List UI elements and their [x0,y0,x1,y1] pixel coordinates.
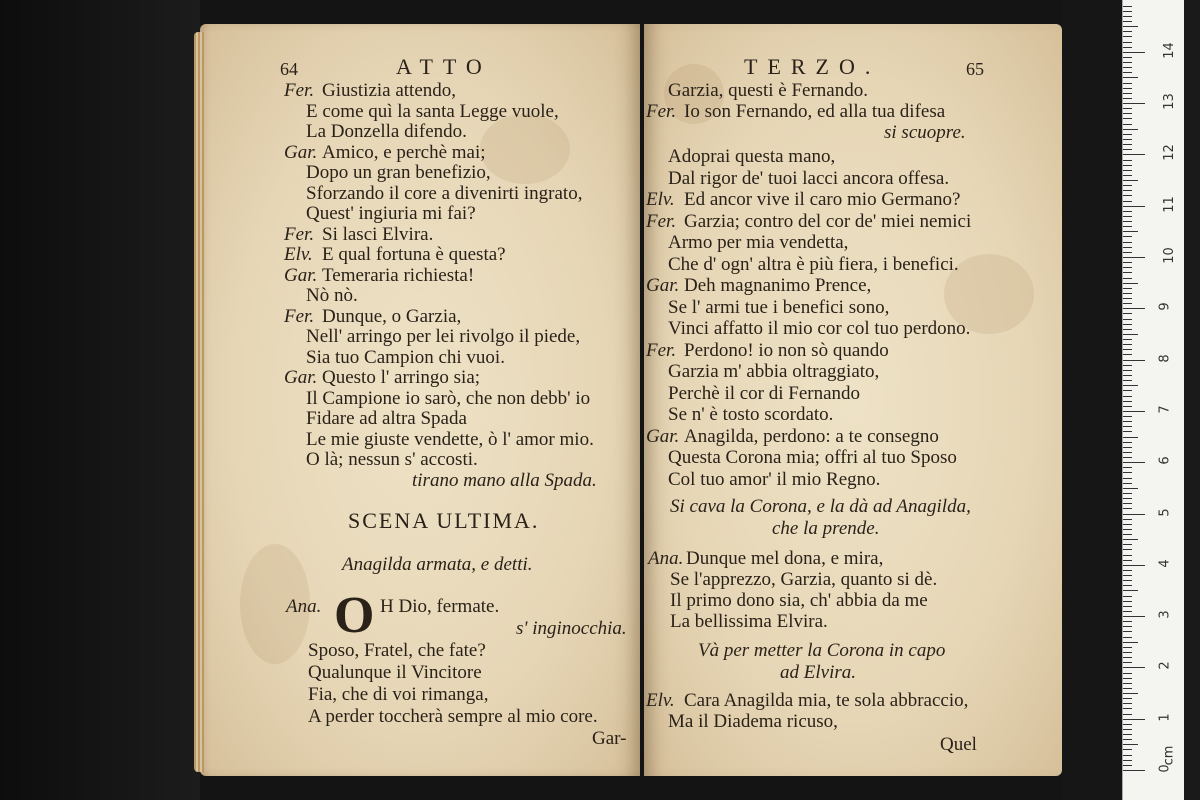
verse-line: Nell' arringo per lei rivolgo il piede, [306,326,581,347]
ruler-tick [1123,678,1132,679]
stage-direction: che la prende. [772,518,880,539]
ruler-tick [1123,113,1132,114]
ruler-tick [1123,755,1132,756]
ruler-tick [1123,16,1132,17]
verse-line: Il primo dono sia, ch' abbia da me [670,590,928,611]
ruler-tick [1123,662,1132,663]
verse-line: La bellissima Elvira. [670,611,828,632]
ruler-number: 7 [1157,405,1173,414]
verse-line: Vinci affatto il mio cor col tuo perdono. [668,318,971,339]
ruler-tick [1123,734,1132,735]
verse-line: H Dio, fermate. [380,596,500,617]
verse-line: Garzia m' abbia oltraggiato, [668,361,880,382]
speaker-label: Fer. [284,305,315,327]
ruler-tick [1123,160,1132,161]
verse-line: Questa Corona mia; offri al tuo Sposo [668,447,957,468]
ruler-tick [1123,426,1132,427]
background-far-right [1184,0,1200,800]
ruler-number: 2 [1157,661,1173,671]
ruler-tick [1123,462,1145,463]
verse-line: O là; nessun s' accosti. [306,449,478,470]
ruler-tick [1123,770,1145,771]
speaker-label: Fer. [284,80,315,101]
verse-line: Ed ancor vive il caro mio Germano? [684,189,961,210]
ruler-tick [1123,319,1132,320]
scene-cast: Anagilda armata, e detti. [342,554,533,575]
ruler-tick [1123,739,1132,740]
ruler-tick [1123,324,1132,325]
verse-line: Garzia; contro del cor de' miei nemici [684,210,972,232]
ruler-number: 12 [1161,144,1177,162]
ruler-tick [1123,431,1132,432]
speaker-label: Gar. [284,141,318,163]
ruler-tick [1123,575,1132,576]
ruler-tick [1123,703,1132,704]
ruler-tick [1123,626,1132,627]
ruler-tick [1123,118,1132,119]
ruler-tick [1123,508,1132,509]
ruler-tick [1123,380,1132,381]
speaker-label: Fer. [646,339,677,361]
ruler-tick [1123,334,1138,335]
ruler-tick [1123,216,1132,217]
ruler-tick [1123,170,1132,171]
ruler-tick [1123,283,1138,284]
ruler-tick [1123,206,1145,207]
verse-line: Se l' armi tue i benefici sono, [668,296,890,318]
ruler-tick [1123,26,1138,27]
ruler-tick [1123,293,1132,294]
ruler-tick [1123,242,1132,243]
ruler-tick [1123,185,1132,186]
ruler-tick [1123,195,1132,196]
ruler-number: 0 [1157,764,1173,773]
ruler-tick [1123,708,1132,709]
ruler-tick [1123,631,1132,632]
page-number: 64 [280,59,298,79]
verse-line: Giustizia attendo, [322,80,457,101]
ruler-tick [1123,472,1132,473]
verse-line: Sia tuo Campion chi vuoi. [306,346,505,368]
page-edges [194,32,204,772]
ruler-tick [1123,698,1132,699]
ruler-tick [1123,714,1132,715]
verse-line: Se l'apprezzo, Garzia, quanto si dè. [670,569,938,590]
ruler-number: 1 [1157,713,1173,722]
open-book [200,24,1062,776]
speaker-label: Elv. [646,189,675,210]
ruler-tick [1123,360,1145,361]
ruler-tick [1123,288,1132,289]
ruler-tick [1123,144,1132,145]
ruler-tick [1123,252,1132,253]
running-head: TERZO. [744,54,881,79]
background-right [1062,0,1122,800]
ruler-tick [1123,590,1138,591]
ruler-tick [1123,744,1138,745]
ruler-number: 14 [1161,42,1177,59]
ruler-tick [1123,365,1132,366]
ruler-tick [1123,124,1132,125]
ruler-tick [1123,83,1132,84]
ruler-number: 9 [1157,302,1173,311]
ruler-tick [1123,493,1132,494]
ruler-tick [1123,611,1132,612]
ruler-number: 11 [1161,195,1177,213]
speaker-label: Fer. [284,223,315,245]
ruler-tick [1123,529,1132,530]
ruler-tick [1123,524,1132,525]
ruler-tick [1123,401,1132,402]
ruler-tick [1123,42,1132,43]
ruler-tick [1123,765,1132,766]
ruler-tick [1123,421,1132,422]
ruler-tick [1123,165,1132,166]
ruler-number: 3 [1157,610,1173,619]
verse-line: E qual fortuna è questa? [322,244,506,265]
verse-line: Perchè il cor di Fernando [668,382,861,404]
ruler-tick [1123,370,1132,371]
measurement-ruler [1122,0,1185,800]
verse-line: Si lasci Elvira. [322,223,434,245]
ruler-tick [1123,760,1132,761]
verse-line: Sposo, Fratel, che fate? [308,640,486,661]
ruler-tick [1123,601,1132,602]
verse-line: Amico, e perchè mai; [322,141,486,163]
ruler-tick [1123,149,1132,150]
speaker-label: Fer. [646,210,677,232]
verse-line: Armo per mia vendetta, [668,232,849,253]
ruler-tick [1123,313,1132,314]
ruler-tick [1123,67,1132,68]
ruler-tick [1123,6,1132,7]
verse-line: Qualunque il Vincitore [308,662,482,683]
ruler-tick [1123,729,1132,730]
running-head: ATTO [396,54,492,79]
verse-line: Le mie giuste vendette, ò l' amor mio. [306,428,594,450]
ruler-tick [1123,226,1132,227]
ruler-tick [1123,72,1132,73]
ruler-tick [1123,349,1132,350]
ruler-tick [1123,298,1132,299]
verse-line: Cara Anagilda mia, te sola abbraccio, [684,690,969,711]
ruler-tick [1123,519,1132,520]
verse-line: Anagilda, perdono: a te consegno [684,425,939,447]
ruler-tick [1123,514,1145,515]
verse-line: Quest' ingiuria mi fai? [306,203,476,224]
ruler-tick [1123,31,1132,32]
ruler-tick [1123,52,1145,53]
verse-line: Col tuo amor' il mio Regno. [668,468,881,490]
ruler-tick [1123,570,1132,571]
ruler-tick [1123,329,1132,330]
stage-direction: ad Elvira. [780,662,856,683]
left-page [200,24,640,776]
stage-direction: si scuopre. [884,122,966,143]
stage-direction: Si cava la Corona, e la dà ad Anagilda, [670,496,971,517]
ruler-number: 6 [1157,456,1173,465]
speaker-label: Ana. [286,596,322,617]
ruler-number: 13 [1161,93,1177,110]
ruler-tick [1123,467,1132,468]
ruler-tick [1123,693,1138,694]
ruler-tick [1123,549,1132,550]
ruler-tick [1123,303,1132,304]
ruler-number: 8 [1157,353,1173,363]
speaker-label: Gar. [284,264,318,286]
scene-title: SCENA ULTIMA. [348,508,540,533]
ruler-tick [1123,478,1132,479]
ruler-tick [1123,596,1132,597]
verse-line: Dopo un gran benefizio, [306,162,491,183]
speaker-label: Gar. [646,275,680,296]
speaker-label: Elv. [284,244,313,265]
verse-line: Questo l' arringo sia; [322,367,481,388]
ruler-tick [1123,539,1138,540]
ruler-tick [1123,57,1132,58]
ruler-tick [1123,580,1132,581]
verse-line: Perdono! io non sò quando [684,339,889,361]
verse-line: Dunque mel dona, e mira, [686,548,884,569]
verse-line: Dal rigor de' tuoi lacci ancora offesa. [668,167,950,189]
verse-line: E come quì la santa Legge vuole, [306,100,559,122]
ruler-tick [1123,77,1138,78]
ruler-tick [1123,267,1132,268]
page-number: 65 [966,59,984,79]
ruler-tick [1123,452,1132,453]
catchword: Gar- [592,728,627,749]
verse-line: Il Campione io sarò, che non debb' io [306,387,591,409]
ruler-tick [1123,221,1132,222]
stain [480,114,570,184]
ruler-tick [1123,93,1132,94]
ruler-unit: cm [1161,745,1177,766]
ruler-tick [1123,11,1132,12]
ruler-tick [1123,719,1145,720]
ruler-tick [1123,339,1132,340]
ruler-tick [1123,201,1132,202]
ruler-tick [1123,457,1132,458]
speaker-label: Ana. [648,548,684,569]
ruler-tick [1123,652,1132,653]
ruler-tick [1123,47,1132,48]
ruler-tick [1123,503,1132,504]
ruler-tick [1123,180,1138,181]
ruler-tick [1123,257,1145,258]
drop-cap: O [334,587,375,644]
ruler-number: 10 [1161,247,1177,264]
ruler-tick [1123,683,1132,684]
background-left [0,0,200,800]
verse-line: Io son Fernando, ed alla tua difesa [684,101,946,122]
verse-line: Nò nò. [306,285,358,306]
ruler-tick [1123,647,1132,648]
stage-direction: s' inginocchia. [516,618,627,639]
verse-line: Garzia, questi è Fernando. [668,80,868,101]
ruler-tick [1123,231,1138,232]
ruler-tick [1123,688,1132,689]
ruler-tick [1123,585,1132,586]
stage-direction: tirano mano alla Spada. [412,470,597,491]
ruler-tick [1123,488,1138,489]
ruler-tick [1123,247,1132,248]
ruler-tick [1123,560,1132,561]
ruler-tick [1123,108,1132,109]
ruler-tick [1123,36,1132,37]
ruler-tick [1123,129,1138,130]
ruler-tick [1123,385,1138,386]
verse-line: Adoprai questa mano, [668,146,836,167]
ruler-tick [1123,544,1132,545]
verse-line: Dunque, o Garzia, [322,305,462,327]
ruler-tick [1123,749,1132,750]
ruler-tick [1123,667,1145,668]
ruler-tick [1123,416,1132,417]
right-page [644,24,1062,776]
ruler-tick [1123,278,1132,279]
ruler-tick [1123,642,1138,643]
ruler-tick [1123,344,1132,345]
ruler-tick [1123,211,1132,212]
verse-line: Temeraria richiesta! [322,264,475,286]
ruler-tick [1123,375,1132,376]
ruler-tick [1123,437,1138,438]
speaker-label: Gar. [646,425,680,447]
verse-line: Ma il Diadema ricuso, [668,711,838,732]
ruler-tick [1123,154,1145,155]
ruler-tick [1123,657,1132,658]
ruler-tick [1123,396,1132,397]
ruler-tick [1123,534,1132,535]
ruler-tick [1123,308,1145,309]
ruler-number: 4 [1157,559,1173,568]
ruler-tick [1123,498,1132,499]
ruler-number: 5 [1157,507,1173,517]
ruler-tick [1123,724,1132,725]
verse-line: Se n' è tosto scordato. [668,404,834,425]
ruler-tick [1123,411,1145,412]
ruler-tick [1123,21,1132,22]
catchword: Quel [940,734,977,755]
ruler-tick [1123,98,1132,99]
ruler-tick [1123,236,1132,237]
ruler-tick [1123,272,1132,273]
ruler-tick [1123,606,1132,607]
ruler-tick [1123,190,1132,191]
ruler-tick [1123,565,1145,566]
verse-line: A perder toccherà sempre al mio core. [308,706,598,727]
speaker-label: Elv. [646,690,675,711]
ruler-tick [1123,621,1132,622]
verse-line: Fidare ad altra Spada [306,408,467,429]
verse-line: Deh magnanimo Prence, [684,275,872,296]
ruler-tick [1123,637,1132,638]
speaker-label: Fer. [646,101,677,122]
ruler-tick [1123,134,1132,135]
stage-direction: Và per metter la Corona in capo [698,640,946,661]
ruler-tick [1123,483,1132,484]
verse-line: Che d' ogn' altra è più fiera, i benefici. [668,253,959,275]
verse-line: Fia, che di voi rimanga, [308,684,489,705]
ruler-tick [1123,354,1132,355]
ruler-tick [1123,555,1132,556]
ruler-tick [1123,175,1132,176]
ruler-tick [1123,103,1145,104]
ruler-tick [1123,262,1132,263]
ruler-tick [1123,406,1132,407]
ruler-tick [1123,139,1132,140]
ruler-tick [1123,442,1132,443]
verse-line: La Donzella difendo. [306,121,467,142]
ruler-tick [1123,673,1132,674]
ruler-tick [1123,447,1132,448]
ruler-tick [1123,88,1132,89]
ruler-tick [1123,62,1132,63]
verse-line: Sforzando il core a divenirti ingrato, [306,182,583,204]
ruler-tick [1123,616,1145,617]
speaker-label: Gar. [284,367,318,388]
ruler-tick [1123,390,1132,391]
